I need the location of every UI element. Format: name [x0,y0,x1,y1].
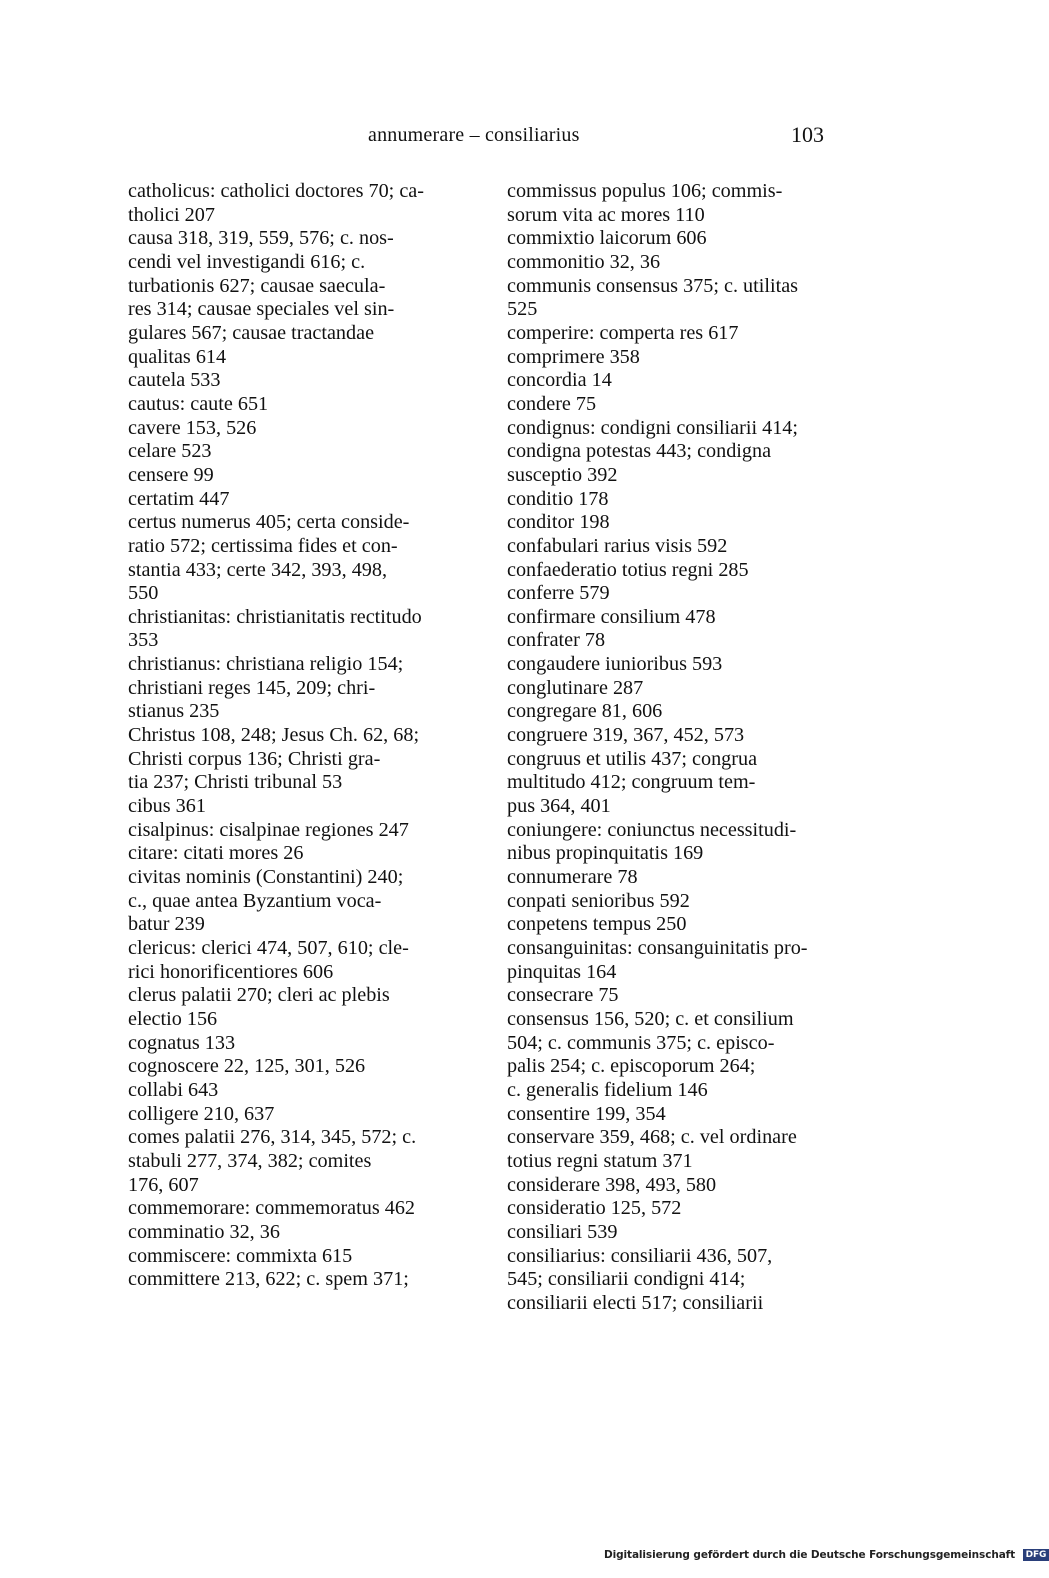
index-entry-line: stabuli 277, 374, 382; comites [128,1149,372,1172]
index-entry-line: congruere 319, 367, 452, 573 [507,724,745,747]
index-entry-line: 353 [128,629,159,652]
index-entry-line: considerare 398, 493, 580 [507,1173,717,1196]
index-entry-line: confabulari rarius visis 592 [507,534,728,557]
index-entry [507,653,837,677]
index-entry [128,653,458,724]
index-entry-line: 176, 607 [128,1173,199,1196]
index-entry [128,511,458,606]
index-entry-line: c. generalis fidelium 146 [507,1078,708,1101]
index-entry-line: commiscere: commixta 615 [128,1244,353,1267]
index-entry-line: conglutinare 287 [507,676,644,699]
index-entry-line: conditor 198 [507,511,610,534]
index-entry [128,180,458,227]
index-entry-line: clericus: clerici 474, 507, 610; cle- [128,937,409,959]
index-entry-line: 525 [507,298,538,321]
index-entry-line: consiliari 539 [507,1220,618,1243]
index-entry [128,440,458,464]
index-entry [507,748,837,819]
index-entry [507,937,837,984]
index-entry-line: concordia 14 [507,369,612,392]
index-entry [128,1268,458,1292]
index-entry [507,1245,837,1316]
index-entry-line: cautus: caute 651 [128,392,269,415]
index-entry-line: susceptio 392 [507,463,618,486]
index-entry-line: censere 99 [128,463,214,486]
index-entry [128,1221,458,1245]
index-entry-line: colligere 210, 637 [128,1102,275,1125]
index-entry [507,511,837,535]
index-column-left [128,180,458,1292]
index-entry-line: congruus et utilis 437; congrua [507,747,758,770]
index-entry-line: pinquitas 164 [507,960,617,983]
index-entry-line: stantia 433; certe 342, 393, 498, [128,558,388,581]
index-entry-line: stianus 235 [128,700,220,723]
index-entry [507,322,837,346]
index-entry [128,1245,458,1269]
index-entry-line: conferre 579 [507,582,610,605]
index-entry [507,1174,837,1198]
index-entry-line: ratio 572; certissima fides et con- [128,534,398,557]
index-entry [507,984,837,1008]
index-entry [128,724,458,795]
running-head: annumerare – consiliarius [368,124,580,146]
index-entry [128,227,458,369]
index-entry-line: cognoscere 22, 125, 301, 526 [128,1055,366,1078]
page-number: 103 [791,122,824,147]
index-entry [128,1103,458,1127]
index-entry [507,1197,837,1221]
index-entry [128,417,458,441]
index-entry-line: clerus palatii 270; cleri ac plebis [128,984,390,1007]
index-entry [507,700,837,724]
index-entry-line: confrater 78 [507,629,606,652]
index-entry-line: turbationis 627; causae saecula- [128,274,386,297]
index-entry [128,984,458,1031]
index-entry-line: congregare 81, 606 [507,700,663,723]
index-entry [507,535,837,559]
index-entry [507,724,837,748]
index-entry-line: cavere 153, 526 [128,416,257,439]
index-entry-line: comperire: comperta res 617 [507,321,739,344]
index-entry [128,937,458,984]
dfg-logo: DFG [1023,1549,1049,1561]
index-entry [128,842,458,866]
index-entry-line: cibus 361 [128,795,206,818]
index-entry-line: celare 523 [128,440,212,463]
index-entry-line: citare: citati mores 26 [128,842,304,865]
index-entry-line: cognatus 133 [128,1031,236,1054]
index-entry-line: communis consensus 375; c. utilitas [507,274,799,297]
index-entry [507,1103,837,1127]
index-entry-line: causa 318, 319, 559, 576; c. nos- [128,227,394,250]
index-entry [507,251,837,275]
index-entry [507,417,837,488]
index-entry [507,346,837,370]
index-entry-line: rici honorificentiores 606 [128,960,334,983]
index-entry-line: 545; consiliarii condigni 414; [507,1268,746,1291]
index-entry-line: pus 364, 401 [507,795,611,818]
funding-footer [604,1549,1049,1561]
index-entry [128,606,458,653]
index-column-right [507,180,837,1316]
index-entry-line: certatim 447 [128,487,230,510]
index-entry-line: Christus 108, 248; Jesus Ch. 62, 68; [128,724,420,747]
index-entry [128,866,458,937]
index-entry-line: connumerare 78 [507,866,638,889]
index-entry-line: consentire 199, 354 [507,1102,666,1125]
index-entry-line: gulares 567; causae tractandae [128,321,375,344]
index-entry-line: commixtio laicorum 606 [507,227,707,250]
index-entry [128,1055,458,1079]
index-entry-line: comminatio 32, 36 [128,1220,280,1243]
index-entry-line: cisalpinus: cisalpinae regiones 247 [128,818,409,841]
index-entry-line: res 314; causae speciales vel sin- [128,298,395,321]
index-entry-line: consecrare 75 [507,984,619,1007]
page-header [0,124,1000,154]
index-entry-line: electio 156 [128,1007,218,1030]
index-entry [128,1126,458,1197]
index-entry-line: consiliarius: consiliarii 436, 507, [507,1244,773,1267]
index-entry [128,488,458,512]
index-entry-line: consideratio 125, 572 [507,1197,682,1220]
index-entry-line: coniungere: coniunctus necessitudi- [507,818,797,841]
index-entry-line: comes palatii 276, 314, 345, 572; c. [128,1126,417,1149]
index-entry-line: batur 239 [128,913,205,936]
index-entry-line: 504; c. communis 375; c. episco- [507,1031,775,1054]
funding-note: Digitalisierung gefördert durch die Deutsche Forschungsgemeinschaft [604,1549,1016,1561]
index-entry-line: Christi corpus 136; Christi gra- [128,747,381,770]
index-entry [507,1126,837,1173]
index-entry [507,1221,837,1245]
index-entry [128,464,458,488]
index-entry-line: condigna potestas 443; condigna [507,440,772,463]
index-entry [507,227,837,251]
index-entry-line: multitudo 412; congruum tem- [507,771,756,794]
index-entry [507,629,837,653]
index-entry-line: collabi 643 [128,1078,219,1101]
index-entry-line: confaederatio totius regni 285 [507,558,749,581]
index-entry-line: conditio 178 [507,487,609,510]
index-entry-line: confirmare consilium 478 [507,605,716,628]
index-entry-line: congaudere iunioribus 593 [507,653,723,676]
index-entry [128,369,458,393]
index-entry [507,369,837,393]
index-entry-line: 550 [128,582,159,605]
index-entry-line: commissus populus 106; commis- [507,180,783,202]
index-entry-line: comprimere 358 [507,345,640,368]
index-entry-line: totius regni statum 371 [507,1149,693,1172]
index-entry-line: christianitas: christianitatis rectitudo [128,605,422,628]
index-entry [128,795,458,819]
index-entry [507,677,837,701]
index-entry-line: conservare 359, 468; c. vel ordinare [507,1126,797,1149]
index-entry [128,1197,458,1221]
index-entry [128,1079,458,1103]
index-entry [507,606,837,630]
index-entry [128,1032,458,1056]
index-entry [507,582,837,606]
index-entry-line: cendi vel investigandi 616; c. [128,250,366,273]
index-entry-line: cautela 533 [128,369,221,392]
index-entry-line: tia 237; Christi tribunal 53 [128,771,343,794]
index-entry-line: civitas nominis (Constantini) 240; [128,866,404,889]
index-entry-line: condere 75 [507,392,597,415]
index-entry-line: conpetens tempus 250 [507,913,687,936]
index-entry-line: consanguinitas: consanguinitatis pro- [507,937,808,959]
index-entry [507,393,837,417]
index-entry-line: consiliarii electi 517; consiliarii [507,1291,764,1314]
index-entry-line: certus numerus 405; certa conside- [128,511,410,534]
index-entry-line: c., quae antea Byzantium voca- [128,889,382,912]
index-entry-line: palis 254; c. episcoporum 264; [507,1055,756,1078]
index-entry [128,393,458,417]
index-entry [507,559,837,583]
index-entry [507,1008,837,1103]
index-entry [507,866,837,890]
index-entry-line: sorum vita ac mores 110 [507,203,705,226]
index-entry [507,180,837,227]
index-entry-line: commemorare: commemoratus 462 [128,1197,416,1220]
index-entry-line: nibus propinquitatis 169 [507,842,704,865]
index-entry-line: tholici 207 [128,203,215,226]
index-entry [128,819,458,843]
index-entry-line: commonitio 32, 36 [507,250,661,273]
index-entry [507,819,837,866]
index-entry-line: consensus 156, 520; c. et consilium [507,1007,794,1030]
index-entry-line: conpati senioribus 592 [507,889,690,912]
index-entry-line: christianus: christiana religio 154; [128,653,404,676]
index-entry-line: catholicus: catholici doctores 70; ca- [128,180,424,202]
index-entry [507,913,837,937]
index-entry-line: christiani reges 145, 209; chri- [128,676,376,699]
index-entry-line: condignus: condigni consiliarii 414; [507,416,799,439]
index-entry-line: committere 213, 622; c. spem 371; [128,1268,409,1291]
index-entry [507,488,837,512]
index-entry-line: qualitas 614 [128,345,227,368]
index-entry [507,890,837,914]
index-entry [507,275,837,322]
